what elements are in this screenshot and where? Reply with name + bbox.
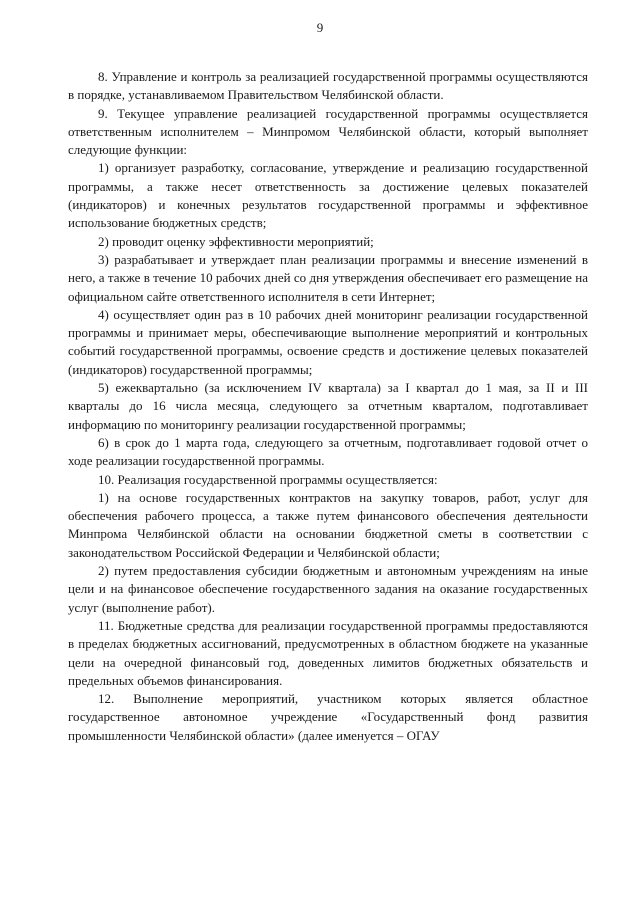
document-body (68, 68, 588, 745)
paragraph-10-item-2: 2) путем предоставления субсидии бюджетным и автономным учреждениям на иные цели и на финансовое обеспечение государственного задания на оказание государственных услуг (выполнение работ). (68, 563, 588, 615)
paragraph-9-current-management: 9. Текущее управление реализацией государственной программы осуществляется ответственным исполнителем – Минпромом Челябинской области, который выполняет следующие функции: (68, 105, 588, 158)
paragraph-12-activities: 12. Выполнение мероприятий, участником которых является областное государственное автономное учреждение «Государственный фонд развития промышленности Челябинской области» (далее именуется – ОГАУ (68, 691, 588, 743)
paragraph-9-item-6: 6) в срок до 1 марта года, следующего за отчетным, подготавливает годовой отчет о ходе реализации государственной программы. (68, 434, 588, 469)
paragraph-10-item-1: 1) на основе государственных контрактов на закупку товаров, работ, услуг для обеспечения рабочего процесса, а также путем финансового обеспечения деятельности Минпрома Челябинской области на основании бюджетной сметы в соответствии с законодательством Российской Федерации и Челябинской области; (68, 489, 588, 560)
paragraph-9-item-3: 3) разрабатывает и утверждает план реализации программы и внесение изменений в него, а также в течение 10 рабочих дней со дня утверждения обеспечивает его размещение на официальном сайте ответственного исполнителя в сети Интернет; (68, 251, 588, 304)
paragraph-8-management-control: 8. Управление и контроль за реализацией государственной программы осуществляются в порядке, устанавливаемом Правительством Челябинской области. (68, 69, 588, 103)
paragraph-9-item-2: 2) проводит оценку эффективности мероприятий; (98, 233, 374, 249)
paragraph-11-budget-funds: 11. Бюджетные средства для реализации государственной программы предоставляются в пределах бюджетных ассигнований, предусмотренных в областном бюджете на указанные цели на очередной финансовый год, доведенных лимитов бюджетных обязательств и предельных объемов финансирования. (68, 617, 588, 688)
paragraph-10-implementation: 10. Реализация государственной программы осуществляется: (98, 471, 438, 487)
page-number: 9 (316, 20, 324, 35)
paragraph-9-item-4: 4) осуществляет один раз в 10 рабочих дней мониторинг реализации государственной программы и принимает меры, обеспечивающие выполнение мероприятий и контрольных событий государственной программы, освоение средств и достижение целевых показателей (индикаторов) государственной программы; (68, 306, 588, 377)
paragraph-9-item-5: 5) ежеквартально (за исключением IV квартала) за I квартал до 1 мая, за II и III кварталы до 16 числа месяца, следующего за отчетным кварталом, подготавливает информацию по мониторингу реализации государственной программы; (68, 380, 588, 432)
paragraph-9-item-1: 1) организует разработку, согласование, утверждение и реализацию государственной программы, а также несет ответственность за достижение целевых показателей (индикаторов) и конечных результатов государственной программы и эффективное использование бюджетных средств; (68, 160, 588, 231)
